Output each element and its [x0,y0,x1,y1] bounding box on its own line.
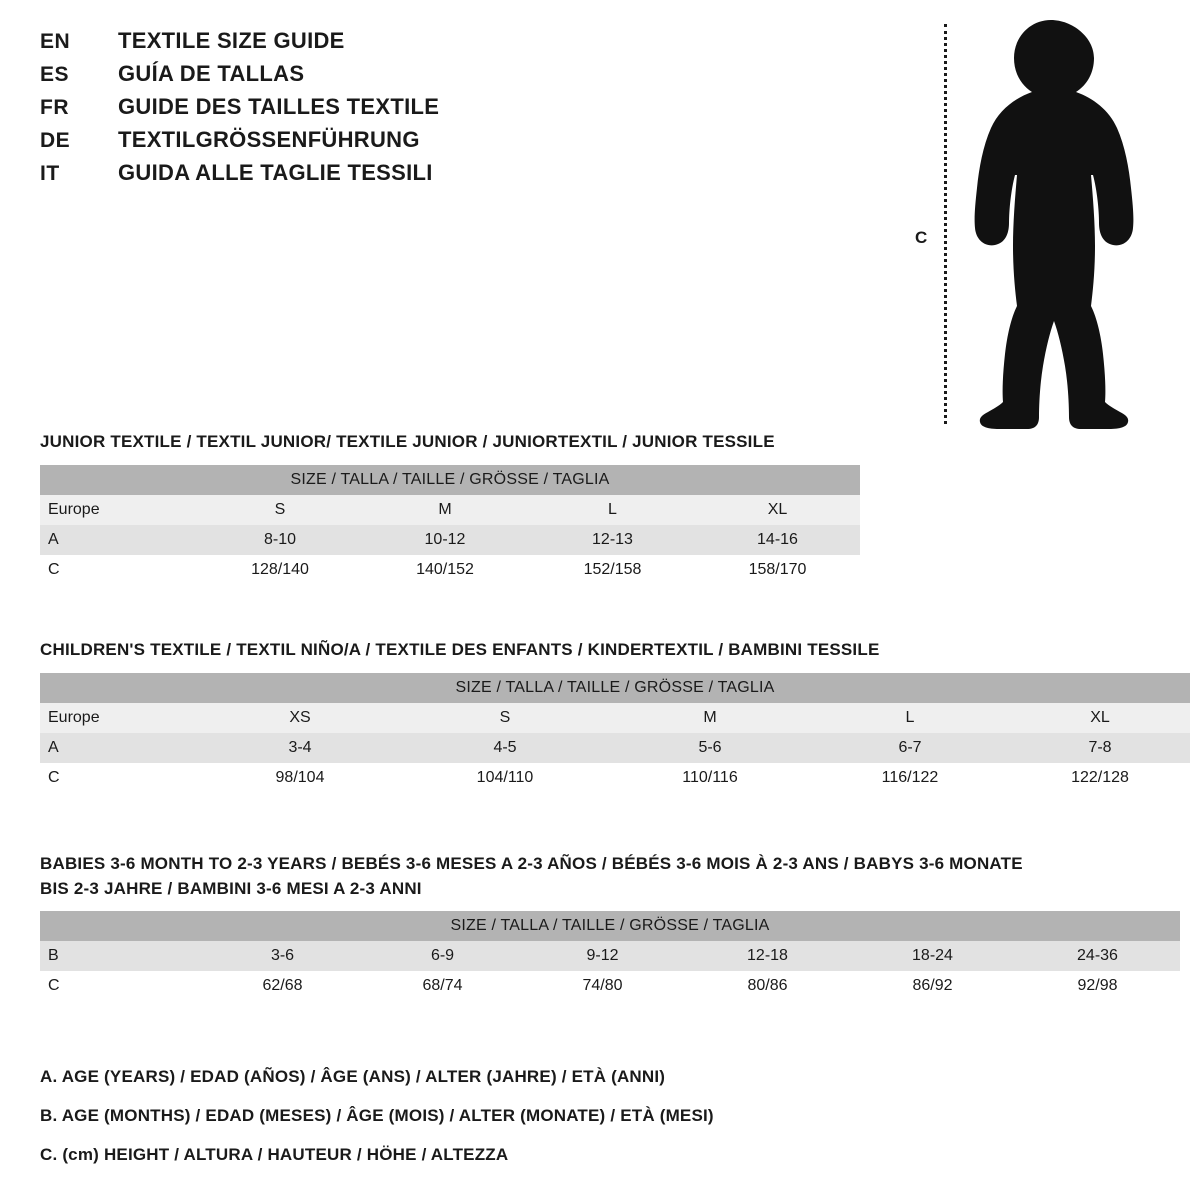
row-label: Europe [40,495,200,525]
footnote-a: A. AGE (YEARS) / EDAD (AÑOS) / ÂGE (ANS) / ALTER (JAHRE) / ETÀ (ANNI) [40,1067,666,1086]
table-row [40,941,1180,971]
size-header-cell: XL [1010,703,1190,733]
language-title: GUIDE DES TAILLES TEXTILE [118,94,440,119]
footnotes [40,1068,1040,1185]
table-band-label: SIZE / TALLA / TAILLE / GRÖSSE / TAGLIA [40,465,860,495]
table-cell: 6-9 [365,941,520,971]
table-cell: 12-13 [530,525,695,555]
language-code: FR [40,96,69,119]
table-cell: 98/104 [200,763,400,793]
table-cell: 8-10 [200,525,360,555]
table-cell: 152/158 [530,555,695,585]
language-row-it [40,160,900,193]
language-row-en [40,28,900,61]
table-cell: 128/140 [200,555,360,585]
table-cell: 68/74 [365,971,520,1001]
height-measure-figure [905,10,1185,430]
section-title: BABIES 3-6 MONTH TO 2-3 YEARS / BEBÉS 3-6 MESES A 2-3 AÑOS / BÉBÉS 3-6 MOIS À 2-3 ANS / BABYS 3-6 MONATE BIS 2-3 JAHRE / BAMBINI 3-6 MESI A 2-3 ANNI [40,854,1023,898]
table-cell: 5-6 [610,733,810,763]
section-babies-textile [40,852,1180,1001]
table-cell: 80/86 [685,971,850,1001]
table-cell: 24-36 [1015,941,1180,971]
measure-label-c: C [915,228,928,247]
language-title: TEXTILGRÖSSENFÜHRUNG [118,127,420,152]
table-row [40,703,1190,733]
language-title: TEXTILE SIZE GUIDE [118,28,345,53]
language-code: ES [40,63,70,86]
size-header-cell: XL [695,495,860,525]
size-header-cell: XS [200,703,400,733]
size-header-cell: L [810,703,1010,733]
language-code: IT [40,162,60,185]
table-cell: 12-18 [685,941,850,971]
table-band-row [40,673,1190,703]
table-cell: 104/110 [400,763,610,793]
table-cell: 92/98 [1015,971,1180,1001]
language-code: EN [40,30,71,53]
table-cell: 7-8 [1010,733,1190,763]
footnote-b: B. AGE (MONTHS) / EDAD (MESES) / ÂGE (MOIS) / ALTER (MONATE) / ETÀ (MESI) [40,1106,714,1125]
row-label: Europe [40,703,200,733]
language-code: DE [40,129,71,152]
row-label: C [40,555,200,585]
table-cell: 3-4 [200,733,400,763]
language-title: GUIDA ALLE TAGLIE TESSILI [118,160,433,185]
row-label: A [40,525,200,555]
table-row [40,495,860,525]
table-row [40,525,860,555]
table-cell: 62/68 [200,971,365,1001]
table-cell: 3-6 [200,941,365,971]
section-title: JUNIOR TEXTILE / TEXTIL JUNIOR/ TEXTILE JUNIOR / JUNIORTEXTIL / JUNIOR TESSILE [40,432,775,451]
table-row [40,733,1190,763]
language-header [40,28,900,193]
table-row [40,555,860,585]
section-title: CHILDREN'S TEXTILE / TEXTIL NIÑO/A / TEXTILE DES ENFANTS / KINDERTEXTIL / BAMBINI TESSILE [40,640,880,659]
measure-dotted-line [944,24,947,424]
size-header-cell: M [610,703,810,733]
language-row-fr [40,94,900,127]
children-size-table [40,673,1190,793]
table-cell: 74/80 [520,971,685,1001]
size-header-cell: L [530,495,695,525]
row-label: A [40,733,200,763]
table-cell: 110/116 [610,763,810,793]
size-header-cell: M [360,495,530,525]
table-cell: 158/170 [695,555,860,585]
table-row [40,971,1180,1001]
junior-size-table [40,465,860,585]
table-band-label: SIZE / TALLA / TAILLE / GRÖSSE / TAGLIA [40,673,1190,703]
babies-size-table [40,911,1180,1001]
table-band-row [40,465,860,495]
size-header-cell: S [200,495,360,525]
table-cell: 86/92 [850,971,1015,1001]
row-label: B [40,941,200,971]
row-label: C [40,971,200,1001]
table-band-label: SIZE / TALLA / TAILLE / GRÖSSE / TAGLIA [40,911,1180,941]
child-silhouette-icon [955,18,1155,433]
table-cell: 140/152 [360,555,530,585]
table-cell: 4-5 [400,733,610,763]
table-cell: 6-7 [810,733,1010,763]
row-label: C [40,763,200,793]
footnote-c: C. (cm) HEIGHT / ALTURA / HAUTEUR / HÖHE / ALTEZZA [40,1145,509,1164]
table-cell: 122/128 [1010,763,1190,793]
language-row-es [40,61,900,94]
language-title: GUÍA DE TALLAS [118,61,305,86]
section-children-textile [40,638,1190,793]
table-cell: 10-12 [360,525,530,555]
language-row-de [40,127,900,160]
table-cell: 18-24 [850,941,1015,971]
table-cell: 14-16 [695,525,860,555]
table-cell: 9-12 [520,941,685,971]
table-cell: 116/122 [810,763,1010,793]
table-band-row [40,911,1180,941]
section-junior-textile [40,430,860,585]
table-row [40,763,1190,793]
size-header-cell: S [400,703,610,733]
